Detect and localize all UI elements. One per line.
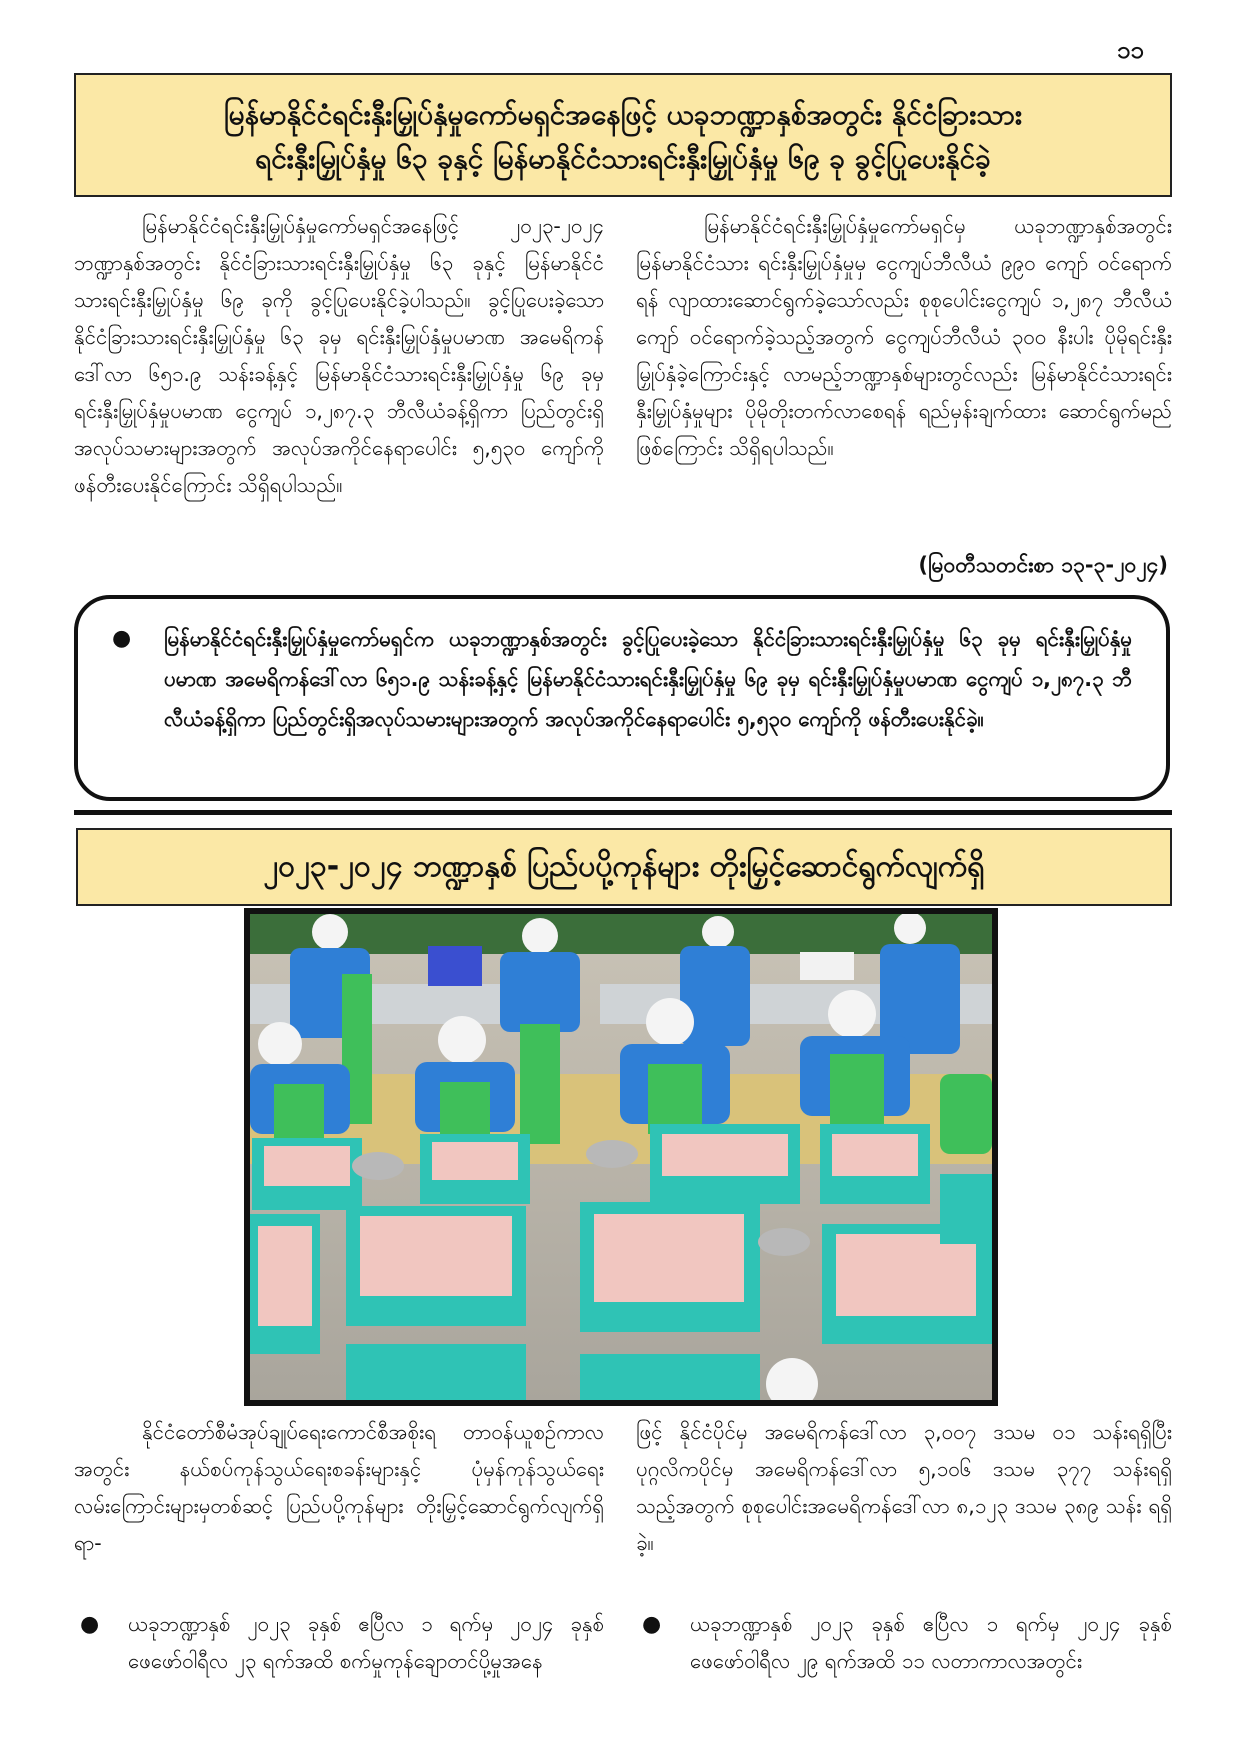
headline-line-2: ရင်းနှီးမြှုပ်နှံမှု ၆၃ ခုနှင့် မြန်မာနိုင်ငံသားရင်းနှီးမြှုပ်နှံမှု ၆၉ ခု ခွင့်ပြုပေးနိုင်ခဲ့ bbox=[255, 142, 991, 175]
article-1-left-column bbox=[74, 208, 604, 504]
summary-box bbox=[74, 595, 1170, 801]
summary-item bbox=[112, 619, 1132, 739]
article-2-left-paragraph: နိုင်ငံတော်စီမံအုပ်ချုပ်ရေးကောင်စီအစိုးရ တာဝန်ယူစဉ်ကာလအတွင်း နယ်စပ်ကုန်သွယ်ရေးစခန်းများနှင့် ပုံမှန်ကုန်သွယ်ရေးလမ်းကြောင်းများမှတစ်ဆင့် ပြည်ပပို့ကုန်များ တိုးမြှင့်ဆောင်ရွက်လျက်ရှိရာ- bbox=[74, 1420, 604, 1555]
article-2-bullet-left bbox=[74, 1606, 604, 1680]
photo-illustration bbox=[250, 914, 992, 1400]
bullet-left-text: ယခုဘဏ္ဍာနှစ် ၂၀၂၃ ခုနှစ် ဧပြီလ ၁ ရက်မှ ၂၀၂၄ ခုနှစ် ဖေဖော်ဝါရီလ ၂၃ ရက်အထိ စက်မှုကုန်ချောတင်ပို့မှုအနေ bbox=[128, 1612, 604, 1673]
page-number: ၁၁ bbox=[1117, 36, 1144, 64]
bullet-icon: ● bbox=[642, 1612, 662, 1637]
section-divider bbox=[74, 810, 1172, 815]
bullet-icon: ● bbox=[112, 626, 132, 651]
article-1-right-paragraph: မြန်မာနိုင်ငံရင်းနှီးမြှုပ်နှံမှုကော်မရှင်မှ ယခုဘဏ္ဍာနှစ်အတွင်း မြန်မာနိုင်ငံသား ရင်းနှီးမြှုပ်နှံမှုမှ ငွေကျပ်ဘီလီယံ ၉၉၀ ကျော် ဝင်ရောက်ရန် လျာထားဆောင်ရွက်ခဲ့သော်လည်း စုစုပေါင်းငွေကျပ် ၁,၂၈၇ ဘီလီယံကျော် ဝင်ရောက်ခဲ့သည့်အတွက် ငွေကျပ်ဘီလီယံ ၃၀၀ နီးပါး ပိုမိုရင်းနှီးမြှုပ်နှံခဲ့ကြောင်းနှင့် လာမည့်ဘဏ္ဍာနှစ်များတွင်လည်း မြန်မာနိုင်ငံသားရင်းနှီးမြှုပ်နှံမှုများ ပိုမိုတိုးတက်လာစေရန် ရည်မှန်းချက်ထား ဆောင်ရွက်မည်ဖြစ်ကြောင်း သိရှိရပါသည်။ bbox=[636, 214, 1172, 460]
article-2-right-column bbox=[636, 1414, 1172, 1562]
article-1-right-column bbox=[636, 208, 1172, 467]
summary-text: မြန်မာနိုင်ငံရင်းနှီးမြှုပ်နှံမှုကော်မရှင်က ယခုဘဏ္ဍာနှစ်အတွင်း ခွင့်ပြုပေးခဲ့သော နိုင်ငံခြားသားရင်းနှီးမြှုပ်နှံမှု ၆၃ ခုမှ ရင်းနှီးမြှုပ်နှံမှုပမာဏ အမေရိကန်ဒေါ်လာ ၆၅၁.၉ သန်းခန့်နှင့် မြန်မာနိုင်ငံသားရင်းနှီးမြှုပ်နှံမှု ၆၉ ခုမှ ရင်းနှီးမြှုပ်နှံမှုပမာဏ ငွေကျပ် ၁,၂၈၇.၃ ဘီလီယံခန့်ရှိကာ ပြည်တွင်းရှိအလုပ်သမားများအတွက် အလုပ်အကိုင်နေရာပေါင်း ၅,၅၃၀ ကျော်ကို ဖန်တီးပေးနိုင်ခဲ့။ bbox=[164, 627, 1132, 731]
fish-processing-photo bbox=[244, 908, 998, 1406]
headline-investment bbox=[74, 73, 1172, 197]
bullet-icon: ● bbox=[80, 1612, 100, 1637]
article-2-right-paragraph: ဖြင့် နိုင်ငံပိုင်မှ အမေရိကန်ဒေါ်လာ ၃,၀၀၇ ဒသမ ၀၁ သန်းရရှိပြီး ပုဂ္ဂလိကပိုင်မှ အမေရိကန်ဒေါ်လာ ၅,၁၀၆ ဒသမ ၃၇၇ သန်းရရှိသည့်အတွက် စုစုပေါင်းအမေရိကန်ဒေါ်လာ ၈,၁၂၃ ဒသမ ၃၈၉ သန်း ရရှိခဲ့။ bbox=[636, 1420, 1172, 1555]
article-2-left-column bbox=[74, 1414, 604, 1562]
bullet-right-text: ယခုဘဏ္ဍာနှစ် ၂၀၂၃ ခုနှစ် ဧပြီလ ၁ ရက်မှ ၂၀၂၄ ခုနှစ် ဖေဖော်ဝါရီလ ၂၉ ရက်အထိ ၁၁ လတာကာလအတွင်း bbox=[690, 1612, 1172, 1673]
headline-exports: ၂၀၂၃-၂၀၂၄ ဘဏ္ဍာနှစ် ပြည်ပပို့ကုန်များ တိုးမြှင့်ဆောင်ရွက်လျက်ရှိ bbox=[76, 828, 1172, 906]
article-2-bullet-right bbox=[636, 1606, 1172, 1680]
headline-line-1: မြန်မာနိုင်ငံရင်းနှီးမြှုပ်နှံမှုကော်မရှင်အနေဖြင့် ယခုဘဏ္ဍာနှစ်အတွင်း နိုင်ငံခြားသား bbox=[223, 98, 1023, 131]
article-1-left-paragraph: မြန်မာနိုင်ငံရင်းနှီးမြှုပ်နှံမှုကော်မရှင်အနေဖြင့် ၂၀၂၃-၂၀၂၄ ဘဏ္ဍာနှစ်အတွင်း နိုင်ငံခြားသားရင်းနှီးမြှုပ်နှံမှု ၆၃ ခုနှင့် မြန်မာနိုင်ငံသားရင်းနှီးမြှုပ်နှံမှု ၆၉ ခုကို ခွင့်ပြုပေးနိုင်ခဲ့ပါသည်။ ခွင့်ပြုပေးခဲ့သော နိုင်ငံခြားသားရင်းနှီးမြှုပ်နှံမှု ၆၃ ခုမှ ရင်းနှီးမြှုပ်နှံမှုပမာဏ အမေရိကန်ဒေါ်လာ ၆၅၁.၉ သန်းခန့်နှင့် မြန်မာနိုင်ငံသားရင်းနှီးမြှုပ်နှံမှု ၆၉ ခုမှ ရင်းနှီးမြှုပ်နှံမှုပမာဏ ငွေကျပ် ၁,၂၈၇.၃ ဘီလီယံခန့်ရှိကာ ပြည်တွင်းရှိအလုပ်သမားများအတွက် အလုပ်အကိုင်နေရာပေါင်း ၅,၅၃၀ ကျော်ကို ဖန်တီးပေးနိုင်ကြောင်း သိရှိရပါသည်။ bbox=[74, 214, 604, 497]
article-1-source: (မြဝတီသတင်းစာ ၁၃-၃-၂၀၂၄) bbox=[918, 553, 1168, 577]
